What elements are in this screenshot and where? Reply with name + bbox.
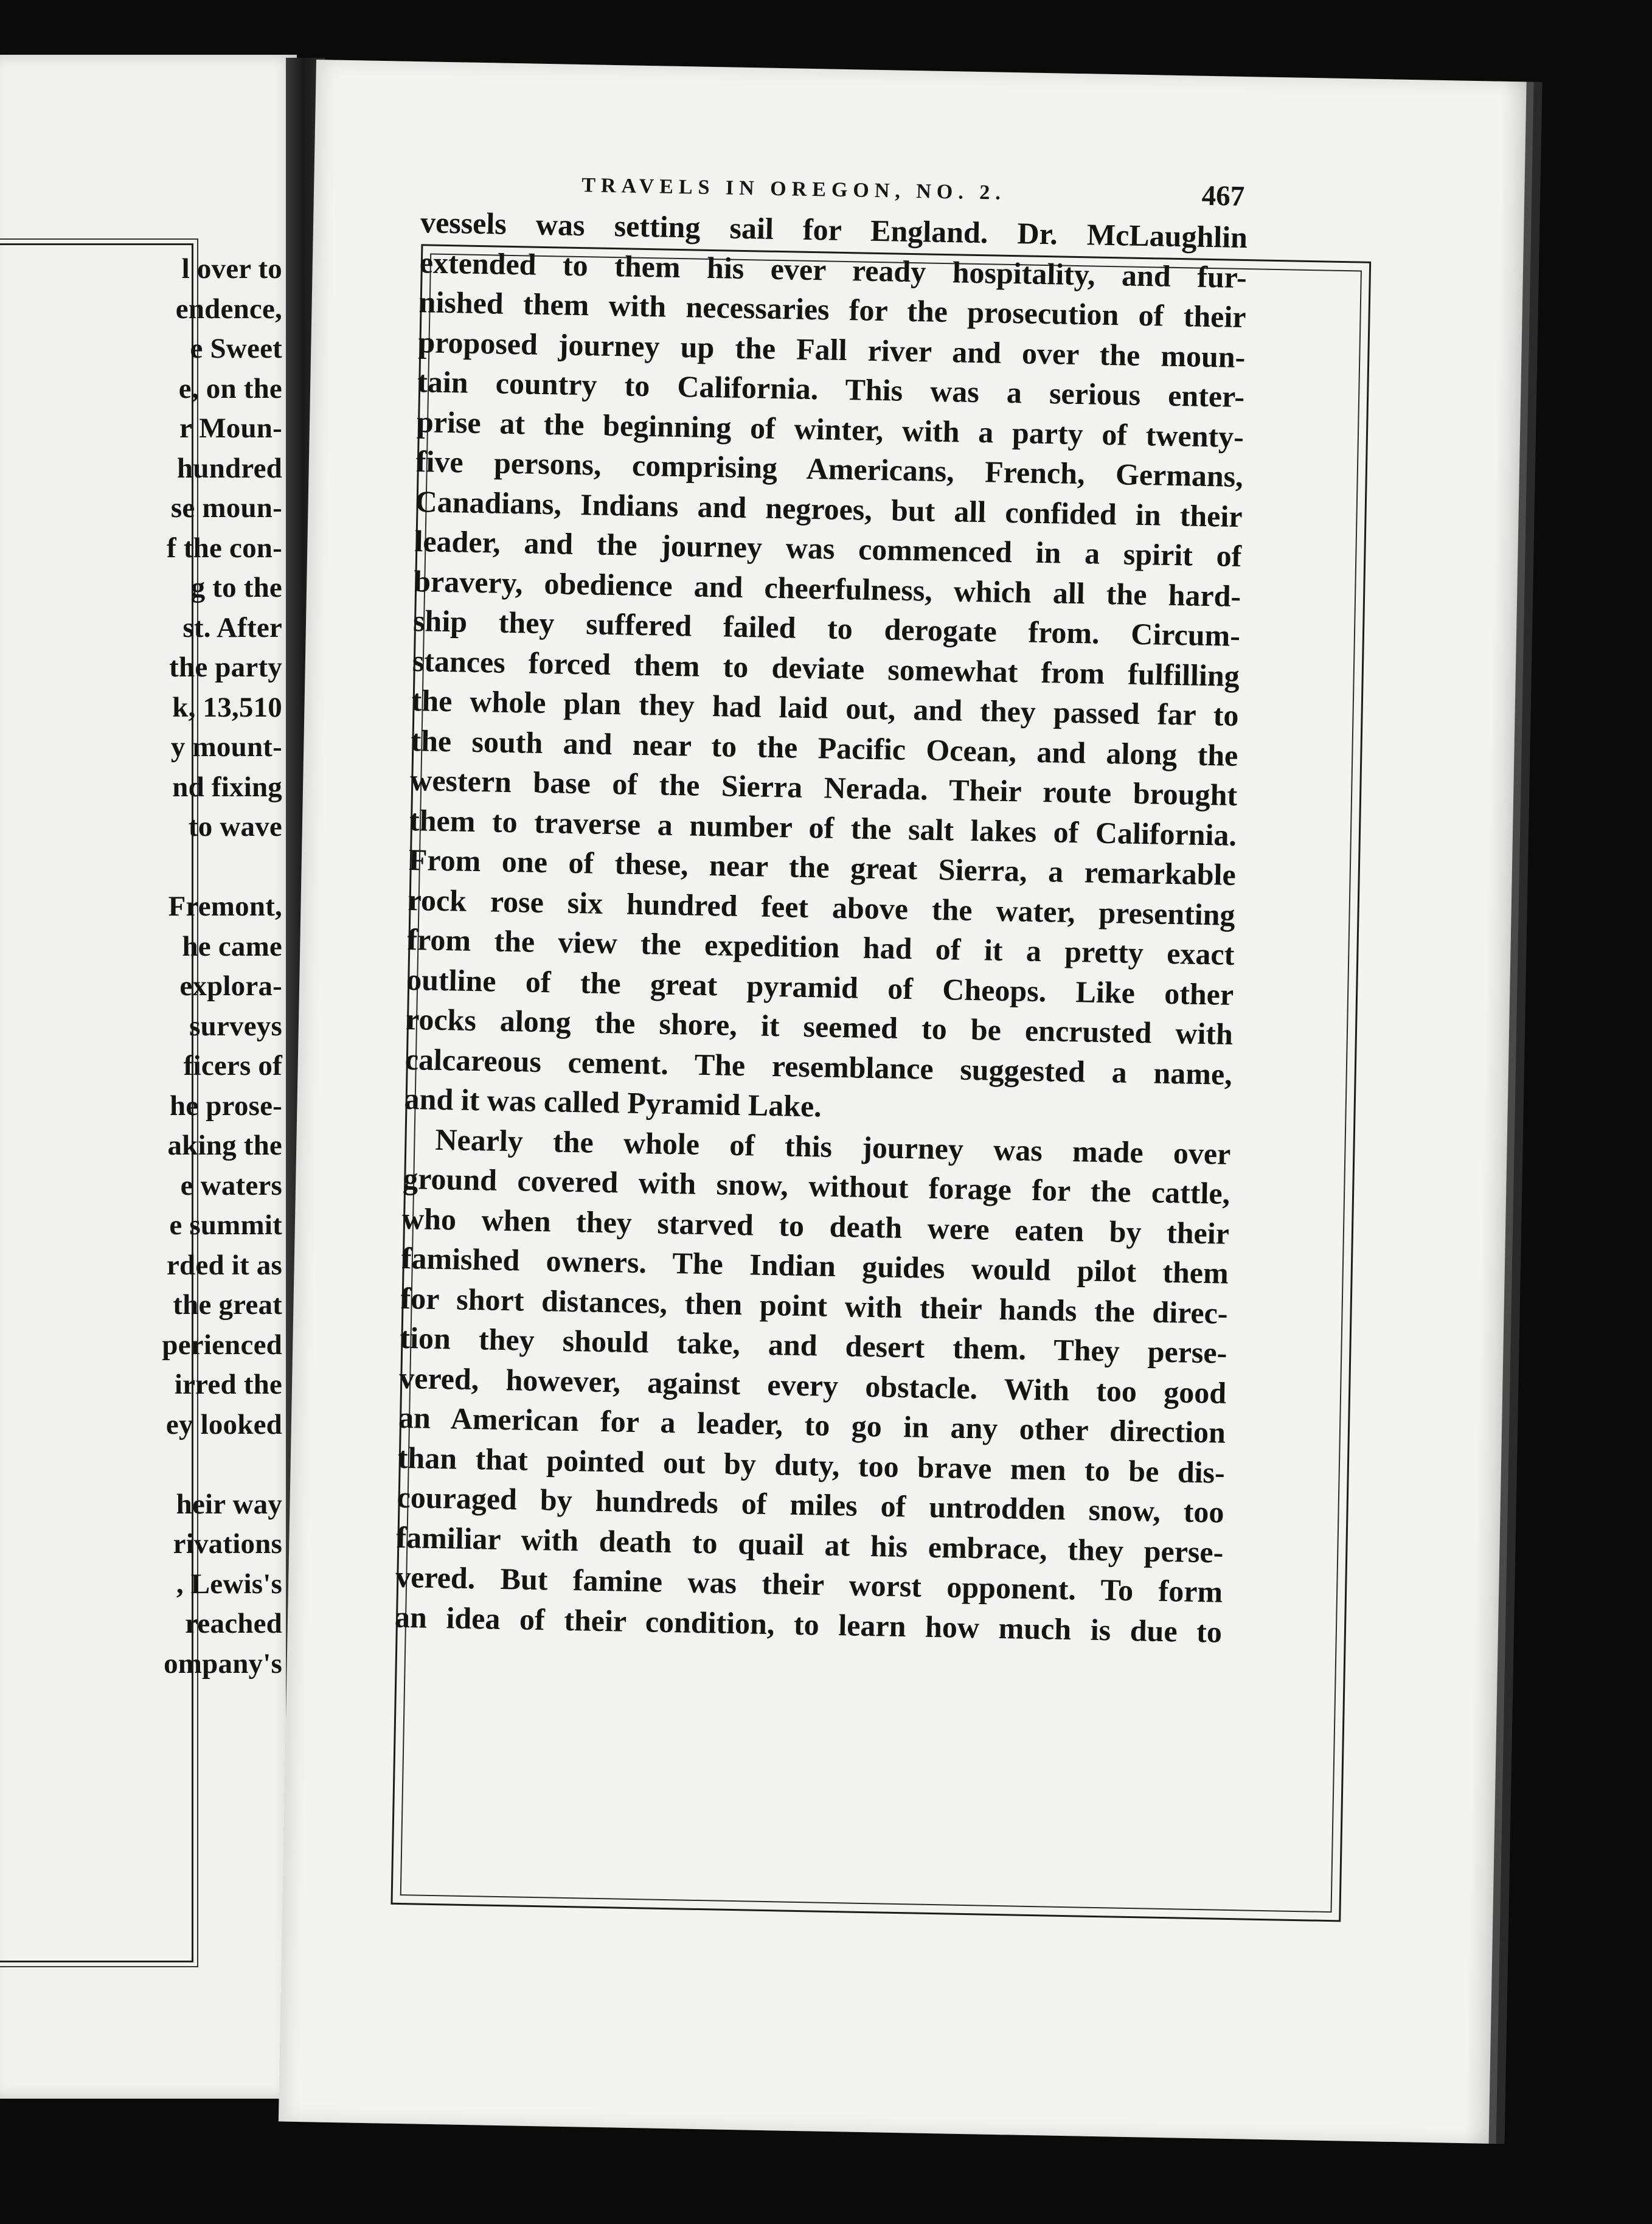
left-line: explora-	[179, 970, 282, 1002]
text-line: famished owners. The Indian guides would pilot them	[401, 1240, 1229, 1290]
text-line: rocks along the shore, it seemed to be encrusted with	[405, 1001, 1234, 1051]
left-line: hundred	[177, 452, 282, 484]
left-line: the great	[173, 1289, 282, 1321]
text-line: familiar with death to quail at his embrace, they perse-	[396, 1520, 1224, 1569]
text-line: tion they should take, and desert them. They perse-	[400, 1320, 1227, 1370]
text-line: ship they suffered failed to derogate from. Circum-	[412, 603, 1241, 653]
left-line: reached	[185, 1608, 282, 1639]
left-line: heir way	[176, 1488, 282, 1520]
left-line: e Sweet	[190, 333, 282, 364]
text-line: for short distances, then point with their hands the direc-	[400, 1281, 1229, 1330]
left-line: Fremont,	[168, 891, 282, 922]
page-number: 467	[1201, 179, 1245, 212]
text-line: extended to them his ever ready hospitality, and fur-	[419, 245, 1248, 294]
text-line: vered. But famine was their worst opponent. To form	[395, 1559, 1223, 1609]
text-line: rock rose six hundred feet above the water, presenting	[408, 882, 1236, 932]
left-line: irred the	[174, 1369, 282, 1400]
text-line: Canadians, Indians and negroes, but all confided in their	[415, 484, 1243, 533]
running-title: TRAVELS IN OREGON, NO. 2.	[581, 174, 1007, 204]
left-line: ompany's	[164, 1647, 282, 1680]
text-line: tain country to California. This was a serious enter-	[417, 364, 1245, 414]
left-line: r Moun-	[179, 412, 282, 444]
page-edge-shadow	[1465, 82, 1527, 2144]
text-line: five persons, comprising Americans, French, Germans,	[415, 444, 1244, 494]
left-line: ey looked	[165, 1408, 282, 1440]
text-line: bravery, obedience and cheerfulness, which all the hard-	[413, 563, 1241, 613]
left-page	[0, 55, 297, 2099]
text-line: proposed journey up the Fall river and over the moun-	[418, 324, 1246, 374]
left-line: f the con-	[167, 532, 282, 564]
left-line: surveys	[189, 1010, 282, 1042]
left-line: aking the	[167, 1130, 282, 1161]
left-line: st. After	[182, 611, 282, 644]
paragraph-last-line: and it was called Pyramid Lake.	[404, 1081, 822, 1124]
text-line: prise at the beginning of winter, with a party of twenty-	[416, 404, 1244, 454]
left-line: rded it as	[167, 1249, 282, 1281]
text-line: calcareous cement. The resemblance suggested a name,	[404, 1041, 1233, 1091]
right-page	[279, 60, 1527, 2144]
text-line: than that pointed out by duty, too brave men to be dis-	[397, 1440, 1226, 1490]
text-line: the south and near to the Pacific Ocean, and along the	[411, 723, 1238, 773]
text-line: vessels was setting sail for England. Dr. McLaughlin	[420, 205, 1248, 255]
left-line: endence,	[175, 293, 282, 325]
text-line: ground covered with snow, without forage for the cattle,	[402, 1161, 1230, 1211]
text-line: from the view the expedition had of it a pretty exact	[407, 922, 1235, 971]
left-line: e, on the	[178, 372, 282, 405]
left-line: k, 13,510	[172, 691, 282, 723]
paragraph-gap	[63, 847, 282, 888]
text-line: an idea of their condition, to learn how much is due to	[394, 1599, 1223, 1649]
paragraph-gap	[63, 1445, 282, 1485]
left-line: rivations	[173, 1528, 282, 1560]
text-line: vered, however, against every obstacle. With too good	[398, 1360, 1227, 1410]
left-line: y mount-	[170, 731, 282, 763]
left-line: to wave	[188, 811, 282, 843]
left-line: g to the	[190, 572, 282, 603]
paragraph-first-line: Nearly the whole of this journey was made over	[435, 1122, 1231, 1171]
text-line: the whole plan they had laid out, and they passed far to	[411, 683, 1240, 732]
text-line: couraged by hundreds of miles of untrodden snow, too	[397, 1479, 1225, 1529]
text-line: nished them with necessaries for the prosecution of their	[418, 285, 1247, 335]
text-line: From one of these, near the great Sierra, a remarkable	[408, 843, 1237, 892]
left-line: , Lewis's	[176, 1568, 282, 1600]
left-line: he prose-	[169, 1089, 282, 1122]
left-line: nd fixing	[172, 771, 282, 803]
left-page-text	[63, 249, 282, 1684]
text-line: outline of the great pyramid of Cheops. Like other	[406, 962, 1234, 1012]
text-line: stances forced them to deviate somewhat from fulfilling	[412, 643, 1240, 693]
left-line: perienced	[162, 1329, 282, 1361]
text-line: an American for a leader, to go in any other direction	[398, 1400, 1226, 1450]
left-line: ficers of	[183, 1050, 282, 1082]
left-line: e summit	[169, 1209, 282, 1241]
text-line: who when they starved to death were eaten by their	[401, 1201, 1230, 1251]
left-line: he came	[182, 930, 282, 962]
left-line: l over to	[181, 253, 282, 285]
text-line: them to traverse a number of the salt lakes of California.	[409, 802, 1237, 852]
text-line: western base of the Sierra Nerada. Their route brought	[409, 763, 1238, 812]
body-text	[395, 203, 1248, 1652]
text-line: leader, and the journey was commenced in a spirit of	[414, 524, 1242, 574]
left-line: e waters	[180, 1169, 282, 1201]
left-line: the party	[169, 652, 282, 683]
left-line: se moun-	[170, 492, 282, 524]
